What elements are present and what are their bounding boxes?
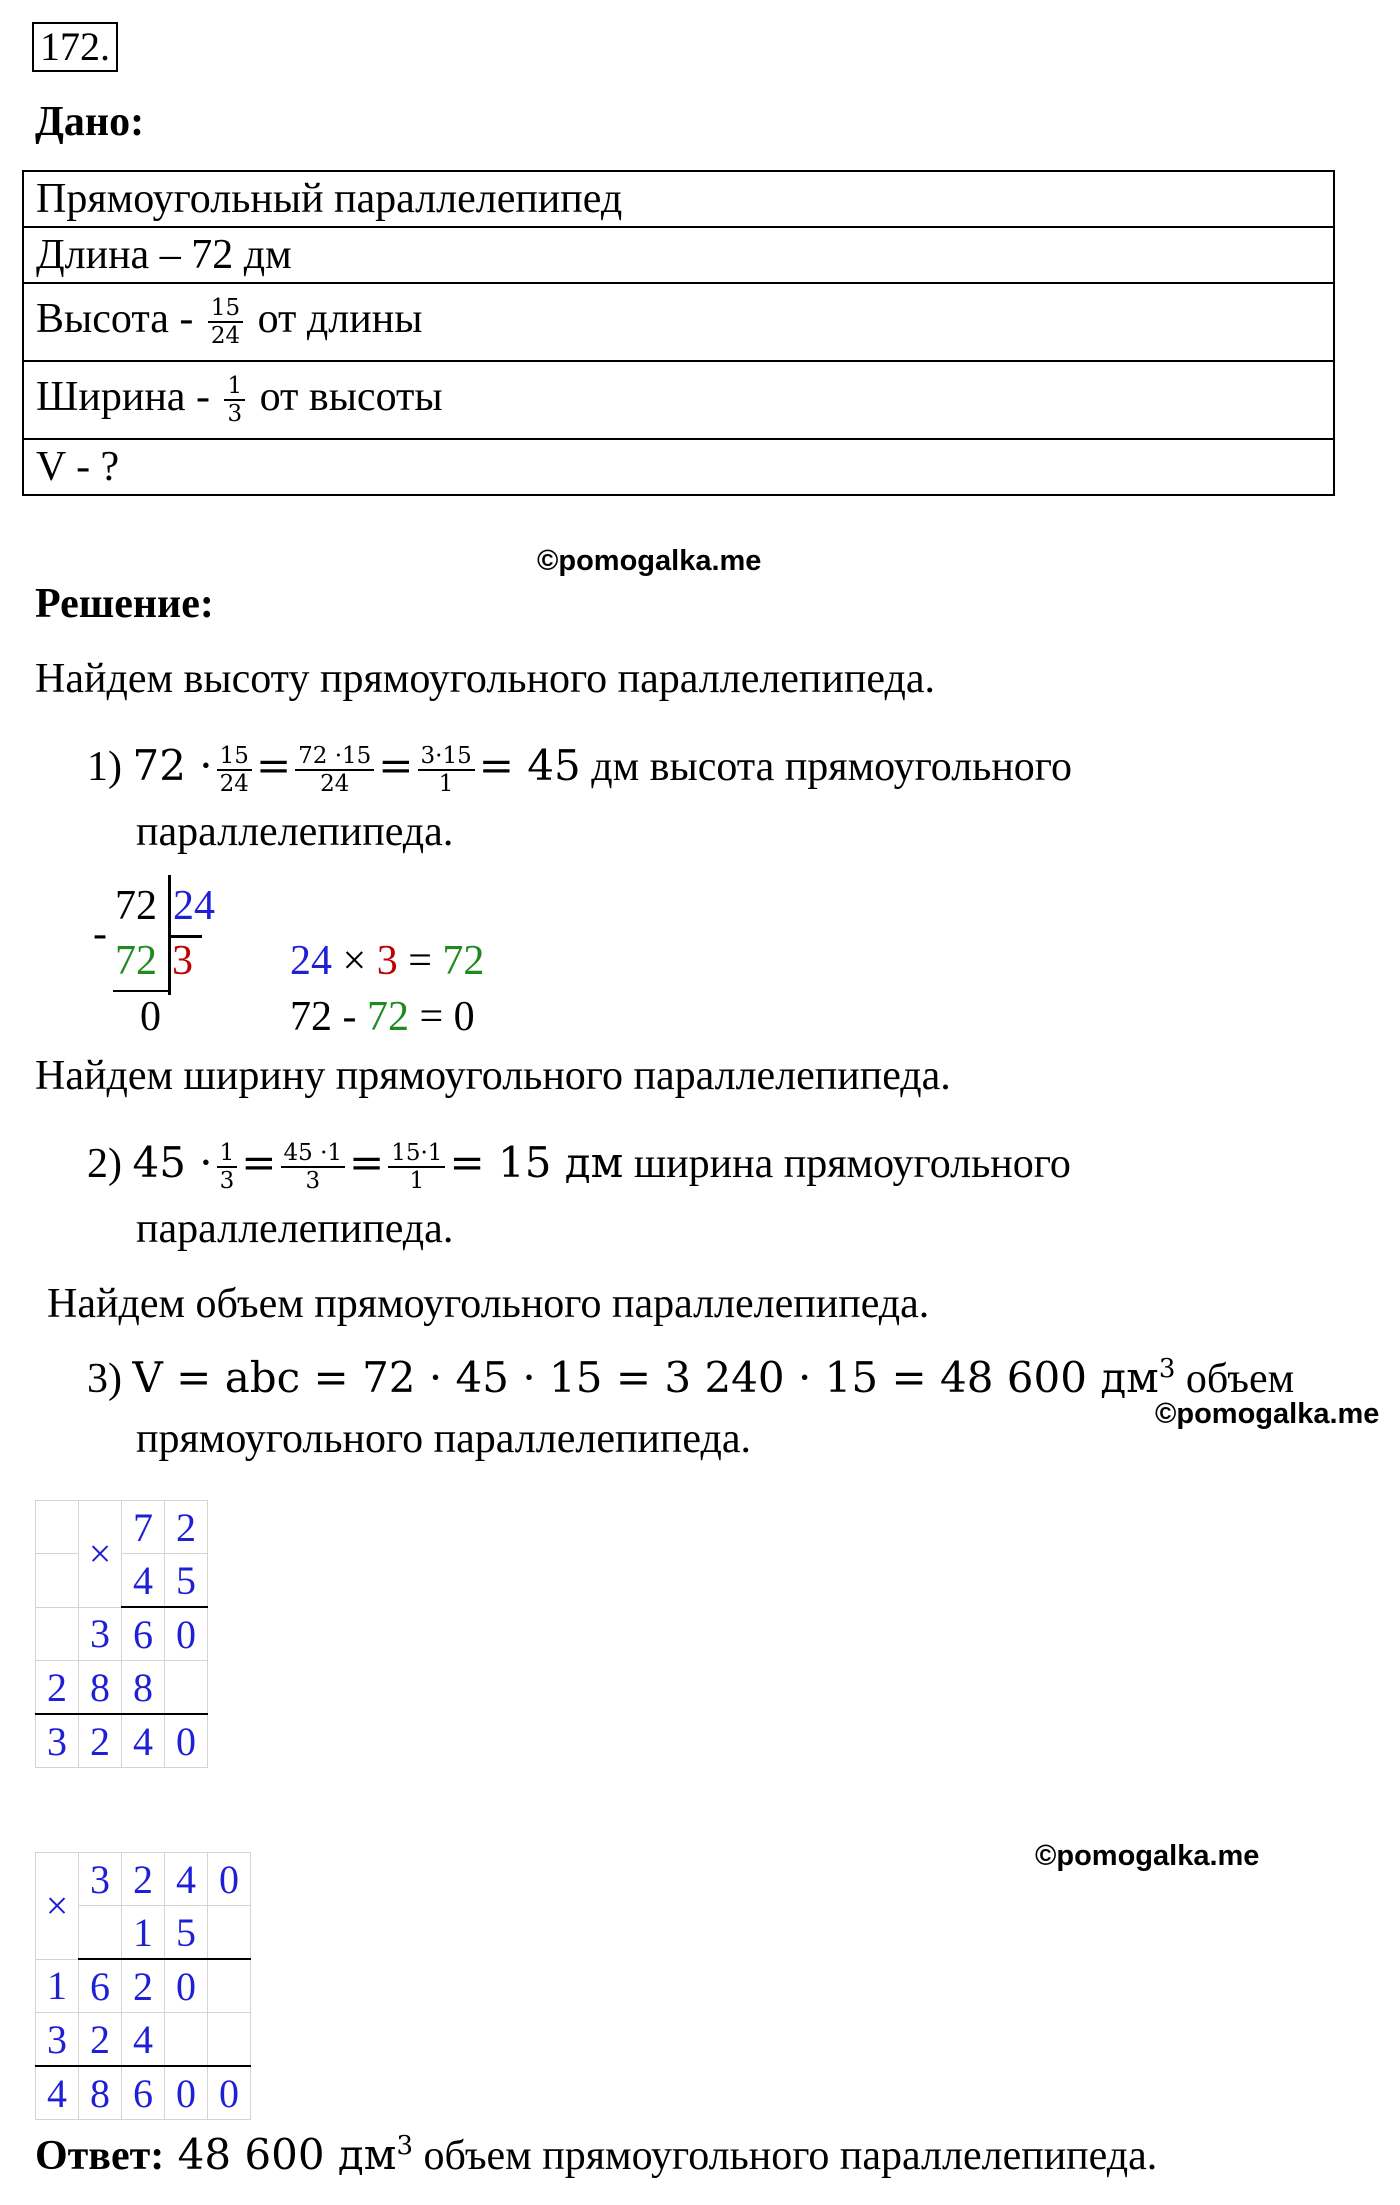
answer-text: объем прямоугольного параллелепипеда. [413,2133,1158,2179]
height-label: Высота - [36,295,204,342]
width-suffix: от высоты [259,373,443,420]
step1-intro: Найдем высоту прямоугольного параллелепипеда. [35,656,935,702]
fraction: $\frac{72 \cdot 15}{24}$ [295,743,374,798]
step2-equation: 2) 45 · $\frac{1}{3}$ = $\frac{45 \cdot 1}{3}$ = $\frac{15\cdot 1}{1}$ = 15 дм ширина прямоугольного [87,1138,1071,1195]
fraction: $\frac{45 \cdot 1}{3}$ [281,1140,346,1195]
multiplication-72x45: × 7 2 4 5 3 6 0 2 8 8 3 2 4 0 [35,1500,208,1768]
divisor: 24 [173,883,215,929]
width-label: Ширина - [36,373,210,420]
remainder: 0 [140,994,161,1040]
given-row-height [23,283,1334,361]
fraction: $\frac{1}{3}$ [217,1140,238,1195]
width-fraction: $\frac{1}{3}$ [224,373,245,428]
dividend: 72 [115,883,157,929]
step1-equation: 1) 72 · $\frac{15}{24}$ = $\frac{72 \cdot 15}{24}$ = $\frac{3\cdot 15}{1}$ = 45 дм высота прямоугольного [87,741,1072,798]
watermark: ©pomogalka.me [1155,1398,1380,1430]
height-fraction: $\frac{15}{24}$ [208,295,243,350]
given-row-shape: Прямоугольный параллелепипед [23,171,1334,227]
step3-continuation: прямоугольного параллелепипеда. [136,1416,751,1462]
fraction: $\frac{15}{24}$ [217,743,252,798]
subtraction-line [113,990,168,992]
watermark: ©pomogalka.me [1035,1840,1260,1872]
solution-heading: Решение: [35,581,214,627]
step2-intro: Найдем ширину прямоугольного параллелепипеда. [35,1053,951,1099]
multiply-sign: × [79,1501,122,1608]
step3-intro: Найдем объем прямоугольного параллелепипеда. [47,1281,930,1327]
fraction: $\frac{3\cdot 15}{1}$ [418,743,475,798]
multiply-sign: × [36,1853,79,1960]
step2-continuation: параллелепипеда. [136,1206,454,1252]
step3-equation: 3) V = abc = 72 · 45 · 15 = 3 240 · 15 = 48 600 $дм^3$ объем [87,1353,1295,1402]
answer-value: 48 600 дм [164,2130,397,2179]
given-row-width [23,361,1334,439]
answer: Ответ: 48 600 $дм^3$ объем прямоугольного параллелепипеда. [35,2130,1158,2179]
subtrahend: 72 [115,938,157,984]
division-check-2: 72 - 72 = 0 [290,994,475,1040]
step1-continuation: параллелепипеда. [136,809,454,855]
fraction: $\frac{15\cdot 1}{1}$ [388,1140,445,1195]
given-row-length: Длина – 72 дм [23,227,1334,283]
division-check-1: 24 × 3 = 72 [290,938,485,984]
quotient: 3 [172,938,193,984]
answer-label: Ответ: [35,2133,165,2179]
height-suffix: от длины [257,295,423,342]
given-heading: Дано: [35,99,145,145]
problem-number: 172. [32,22,118,72]
given-table [22,170,1335,496]
multiplication-3240x15: × 3 2 4 0 1 5 1 6 2 0 3 2 4 4 8 6 0 0 [35,1852,251,2120]
watermark: ©pomogalka.me [537,545,762,577]
division-minus: - [93,911,107,957]
given-row-volume: V - ? [23,439,1334,495]
